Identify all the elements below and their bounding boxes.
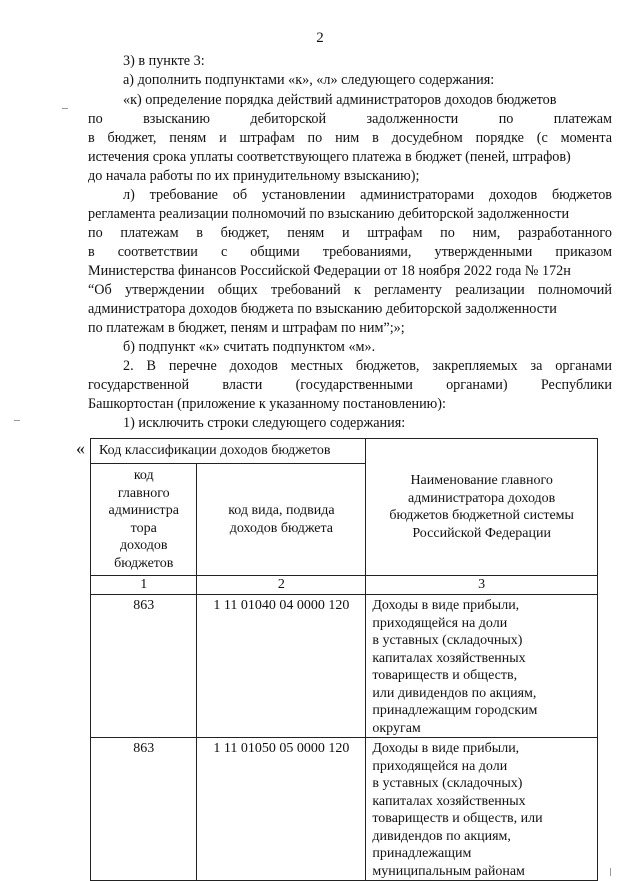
name-line: округам (372, 720, 421, 736)
header-line: главного (117, 485, 170, 501)
name-line: капиталах хозяйственных (372, 793, 526, 809)
paragraph-line: 3) в пункте 3: (123, 53, 205, 69)
header-line: тора (130, 520, 157, 536)
name-line: товариществ и обществ, (372, 668, 518, 683)
paragraph-line: регламента реализации полномочий по взысканию дебиторской задолженности (88, 206, 570, 222)
paragraph-line: истечения срока уплаты соответствующего платежа в бюджет (пеней, штрафов) (88, 149, 571, 165)
paragraph-line: «к) определение порядка действий администраторов доходов бюджетов (123, 92, 557, 108)
name-line: принадлежащим (372, 846, 472, 861)
name-line: в уставных (складочных) (372, 776, 523, 791)
paragraph-line: б) подпункт «к» считать подпунктом «м». (123, 339, 376, 355)
header-line: доходов (119, 538, 168, 553)
header-line: доходов бюджета (229, 520, 334, 536)
header-line: Российской Федерации (412, 525, 551, 541)
opening-quote-mark: « (76, 438, 85, 458)
name-line: дивидендов по акциям, (372, 828, 511, 844)
table-row (91, 738, 598, 881)
header-line: код (133, 468, 154, 483)
paragraph-line: а) дополнить подпунктами «к», «л» следующего содержания: (123, 72, 495, 88)
name-line: капиталах хозяйственных (372, 650, 526, 666)
column-number-cell: 2 (197, 576, 366, 595)
paragraph-line: по взысканию дебиторской задолженности по платежам (88, 111, 612, 127)
scan-artifact (610, 868, 611, 876)
income-name-cell (366, 738, 598, 881)
column-number-cell: 1 (91, 576, 197, 595)
scan-artifact (14, 420, 20, 421)
income-code-cell: 1 11 01040 04 0000 120 (197, 595, 366, 738)
paragraph-line: по платежам в бюджет, пеням и штрафам по ним”;»; (88, 320, 405, 336)
paragraph-line: Министерства финансов Российской Федерации от 18 ноября 2022 года № 172н (88, 263, 571, 279)
paragraph-line: в бюджет, пеням и штрафам по ним в досудебном порядке (с момента (88, 130, 612, 146)
name-line: приходящейся на доли (372, 758, 508, 774)
paragraph-line: “Об утверждении общих требований к регламенту реализации полномочий (88, 282, 612, 298)
name-line: или дивидендов по акциям, (372, 685, 537, 701)
paragraph-line: Башкортостан (приложение к указанному постановлению): (88, 396, 446, 412)
header-line: администратора доходов (408, 490, 556, 506)
name-line: Доходы в виде прибыли, (372, 741, 520, 756)
paragraph-line: в соответствии с общими требованиями, утвержденными приказом (88, 244, 612, 260)
name-line: приходящейся на доли (372, 615, 508, 631)
income-name-cell (366, 595, 598, 738)
paragraph-line: администратора доходов бюджета по взысканию дебиторской задолженности (88, 301, 557, 317)
admin-code-cell: 863 (91, 595, 197, 738)
paragraph-line: 1) исключить строки следующего содержания: (123, 415, 406, 431)
admin-code-cell: 863 (91, 738, 197, 881)
paragraph-line: до начала работы по их принудительному взысканию); (88, 168, 420, 184)
name-line: Доходы в виде прибыли, (372, 598, 520, 613)
scan-artifact (62, 108, 68, 109)
name-line: товариществ и обществ, или (372, 811, 543, 826)
paragraph-line: по платежам в бюджет, пеням и штрафам по ним, разработанного (88, 225, 612, 241)
name-line: принадлежащим городским (372, 703, 538, 718)
header-line: код вида, подвида (228, 503, 335, 518)
header-line: Наименование главного (410, 473, 553, 488)
name-line: муниципальным районам (372, 863, 525, 879)
page-number: 2 (316, 30, 324, 46)
header-line: администра (108, 503, 179, 518)
column-number-cell: 3 (366, 576, 598, 595)
header-line: бюджетов бюджетной системы (389, 508, 574, 523)
header-line: бюджетов (114, 555, 174, 571)
table-row (91, 595, 598, 738)
paragraph-line: государственной власти (государственными органами) Республики (88, 377, 612, 393)
income-code-header-cell (197, 464, 366, 576)
paragraph-line: 2. В перечне доходов местных бюджетов, закрепляемых за органами (123, 358, 612, 374)
admin-code-header-cell (91, 464, 197, 576)
income-codes-table (90, 438, 598, 881)
name-line: в уставных (складочных) (372, 633, 523, 648)
group-header-cell: Код классификации доходов бюджетов (91, 439, 366, 464)
name-header-cell (366, 439, 598, 576)
paragraph-line: л) требование об установлении администраторами доходов бюджетов (123, 187, 612, 203)
income-code-cell: 1 11 01050 05 0000 120 (197, 738, 366, 881)
